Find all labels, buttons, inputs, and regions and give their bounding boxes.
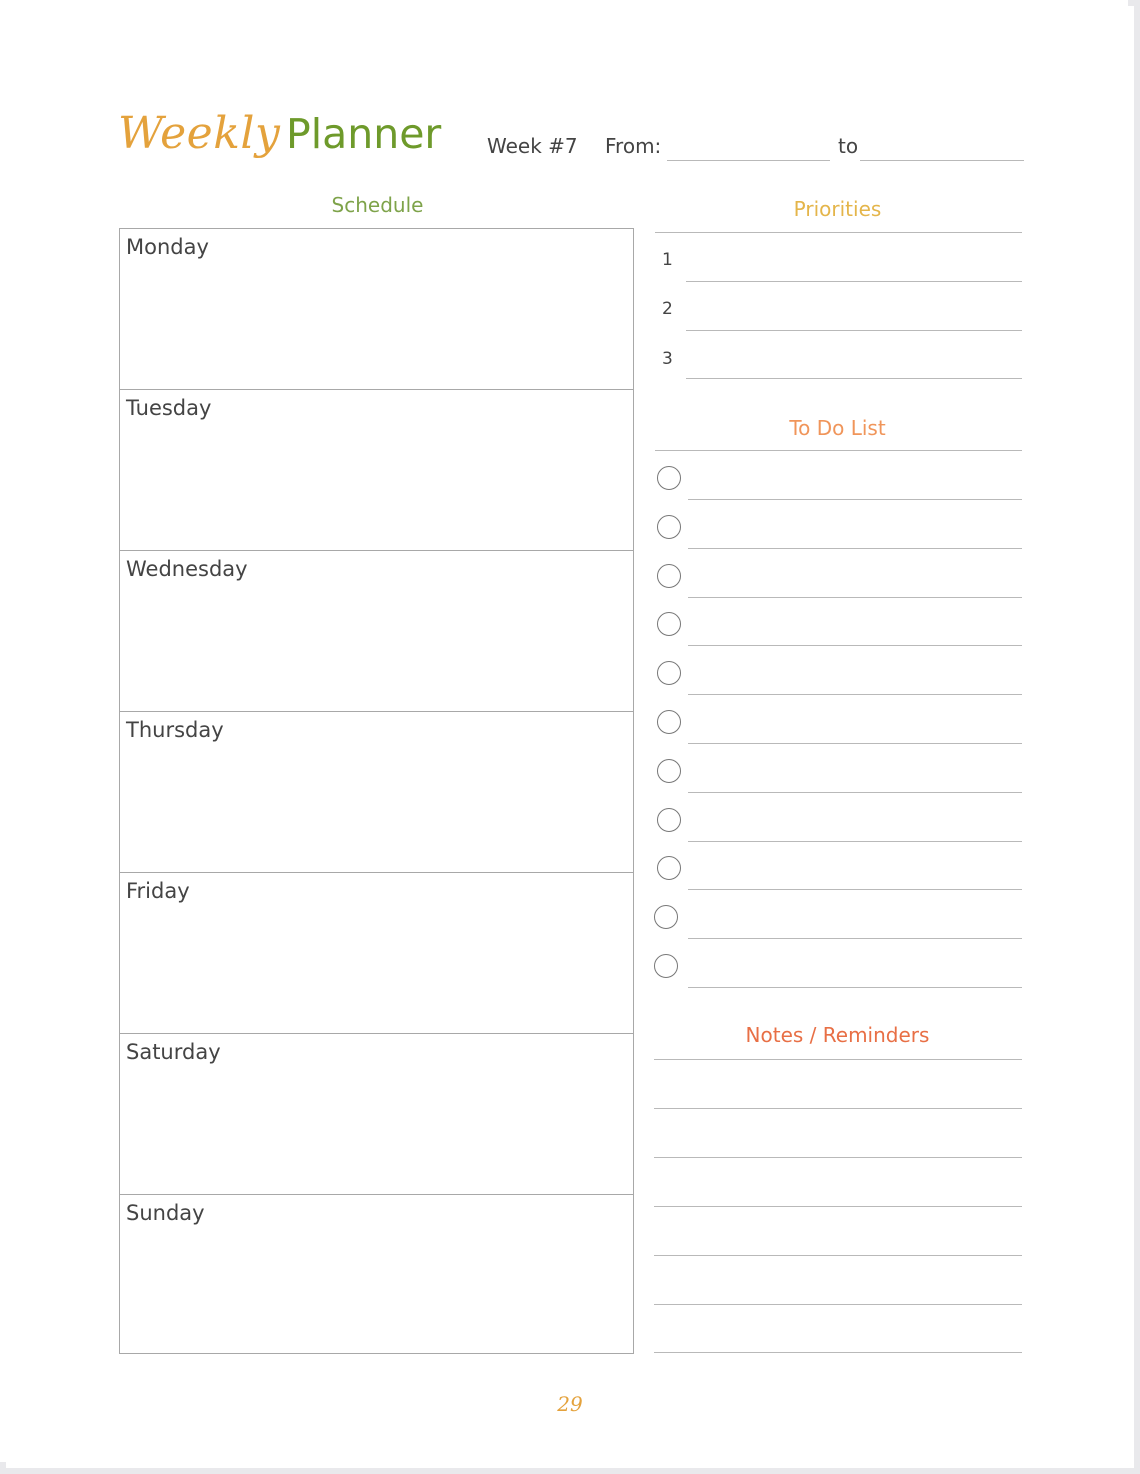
notes-line[interactable] (654, 1352, 1022, 1353)
todo-line[interactable] (688, 548, 1022, 549)
todo-checkbox[interactable] (657, 808, 681, 832)
notes-line[interactable] (654, 1206, 1022, 1207)
day-box-thursday[interactable] (120, 711, 633, 872)
title-weekly: Weekly (118, 108, 281, 159)
day-box-saturday[interactable] (120, 1033, 633, 1194)
todo-checkbox[interactable] (657, 612, 681, 636)
page-number: 29 (557, 1392, 583, 1416)
todo-line[interactable] (688, 694, 1022, 695)
todo-line[interactable] (688, 938, 1022, 939)
todo-checkbox[interactable] (654, 954, 678, 978)
title-planner: Planner (286, 110, 442, 158)
priorities-rule (655, 232, 1022, 233)
notes-line[interactable] (654, 1255, 1022, 1256)
notes-heading: Notes / Reminders (745, 1023, 930, 1047)
priorities-heading: Priorities (793, 197, 882, 221)
priority-line[interactable] (686, 378, 1022, 379)
week-number-label: Week #7 (487, 134, 578, 158)
notes-line[interactable] (654, 1108, 1022, 1109)
todo-line[interactable] (688, 743, 1022, 744)
day-label: Thursday (126, 718, 224, 742)
todo-checkbox[interactable] (657, 515, 681, 539)
todo-line[interactable] (688, 597, 1022, 598)
todo-line[interactable] (688, 792, 1022, 793)
todo-checkbox[interactable] (657, 661, 681, 685)
priority-number: 1 (662, 250, 673, 270)
todo-heading: To Do List (789, 416, 886, 440)
todo-checkbox[interactable] (657, 759, 681, 783)
from-label: From: (605, 134, 662, 158)
todo-line[interactable] (688, 645, 1022, 646)
day-box-friday[interactable] (120, 872, 633, 1033)
day-box-tuesday[interactable] (120, 389, 633, 550)
priority-line[interactable] (686, 330, 1022, 331)
day-box-monday[interactable] (120, 229, 633, 390)
to-label: to (838, 134, 859, 158)
priority-line[interactable] (686, 281, 1022, 282)
day-label: Friday (126, 879, 190, 903)
notes-line[interactable] (654, 1157, 1022, 1158)
todo-line[interactable] (688, 841, 1022, 842)
priority-number: 2 (662, 299, 673, 319)
day-label: Wednesday (126, 557, 248, 581)
todo-checkbox[interactable] (654, 905, 678, 929)
notes-line[interactable] (654, 1059, 1022, 1060)
todo-checkbox[interactable] (657, 710, 681, 734)
from-date-field[interactable] (667, 160, 830, 161)
day-box-sunday[interactable] (120, 1194, 633, 1352)
day-label: Saturday (126, 1040, 221, 1064)
to-date-field[interactable] (860, 160, 1024, 161)
schedule-heading: Schedule (331, 193, 424, 217)
notes-line[interactable] (654, 1304, 1022, 1305)
todo-checkbox[interactable] (657, 466, 681, 490)
todo-line[interactable] (688, 499, 1022, 500)
day-box-wednesday[interactable] (120, 550, 633, 711)
priority-number: 3 (662, 349, 673, 369)
todo-line[interactable] (688, 889, 1022, 890)
todo-line[interactable] (688, 987, 1022, 988)
day-label: Monday (126, 235, 209, 259)
todo-checkbox[interactable] (657, 856, 681, 880)
todo-checkbox[interactable] (657, 564, 681, 588)
day-label: Sunday (126, 1201, 205, 1225)
day-label: Tuesday (126, 396, 212, 420)
schedule-grid (119, 228, 634, 1354)
todo-rule (655, 450, 1022, 451)
